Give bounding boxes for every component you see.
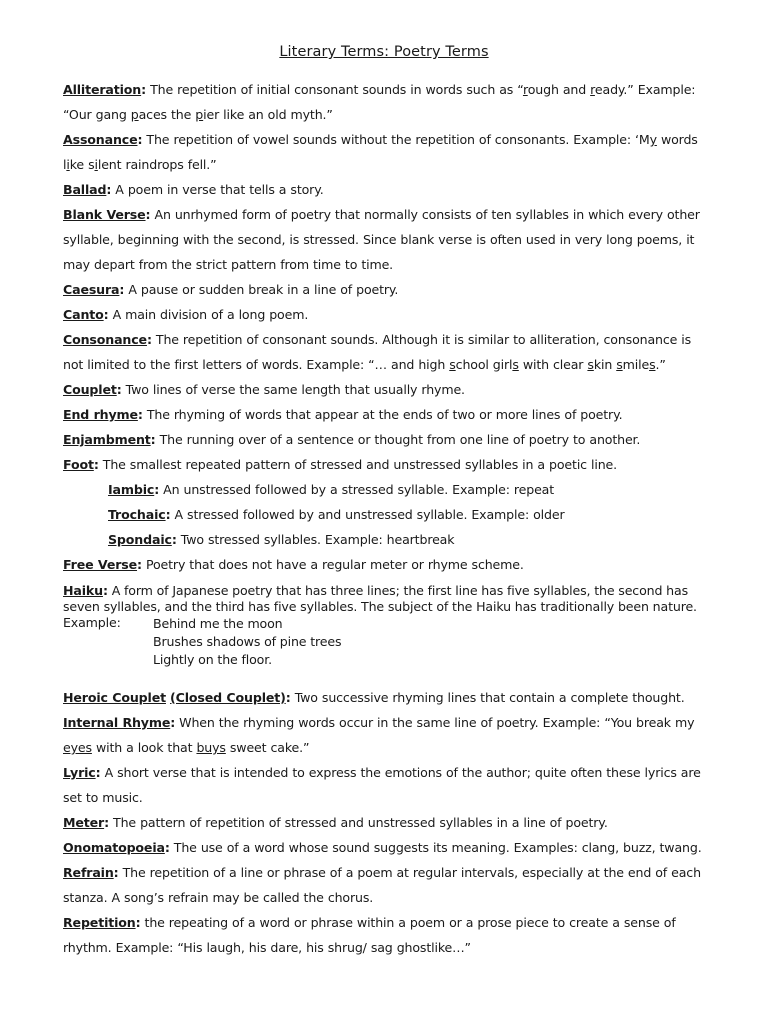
term: Lyric — [63, 765, 96, 780]
entry-end-rhyme: End rhyme: The rhyming of words that appear at the ends of two or more lines of poetry. — [63, 407, 623, 422]
term: Assonance — [63, 132, 138, 147]
term: Couplet — [63, 382, 117, 397]
haiku-line: Brushes shadows of pine trees — [153, 634, 342, 649]
glossary — [63, 77, 713, 960]
term: Alliteration — [63, 82, 142, 97]
entry-onomatopoeia: Onomatopoeia: The use of a word whose sound suggests its meaning. Examples: clang, buzz, twang. — [63, 840, 702, 855]
haiku-line: Behind me the moon — [153, 616, 283, 631]
entry-trochaic: Trochaic: A stressed followed by and unstressed syllable. Example: older — [108, 507, 565, 522]
term: Meter — [63, 815, 105, 830]
term: Free Verse — [63, 557, 138, 572]
haiku-example — [63, 615, 713, 665]
entry-enjambment: Enjambment: The running over of a sentence or thought from one line of poetry to another. — [63, 432, 641, 447]
haiku-lines — [153, 615, 341, 669]
entry-repetition: Repetition: the repeating of a word or phrase within a poem or a prose piece to create a sense of rhythm. Example: “His laugh, his dare, his shrug/ sag ghostlike…” — [63, 915, 676, 955]
term: Spondaic — [108, 532, 172, 547]
page-title: Literary Terms: Poetry Terms — [279, 44, 489, 60]
term: Refrain — [63, 865, 114, 880]
entry-internal-rhyme: Internal Rhyme: When the rhyming words occur in the same line of poetry. Example: “You break my eyes with a look that buys sweet cake.” — [63, 715, 695, 755]
term: End rhyme — [63, 407, 138, 422]
term: Foot — [63, 457, 94, 472]
entry-free-verse: Free Verse: Poetry that does not have a regular meter or rhyme scheme. — [63, 557, 524, 572]
entry-consonance: Consonance: The repetition of consonant sounds. Although it is similar to alliteration, consonance is not limited to the first letters of words. Example: “… and high school girls with clear skin smiles.” — [63, 332, 692, 372]
term: Internal Rhyme — [63, 715, 171, 730]
entry-canto: Canto: A main division of a long poem. — [63, 307, 309, 322]
entry-iambic: Iambic: An unstressed followed by a stressed syllable. Example: repeat — [108, 482, 555, 497]
haiku-line: Lightly on the floor. — [153, 652, 272, 667]
term: Onomatopoeia — [63, 840, 165, 855]
example-label: Example: — [63, 615, 121, 630]
term: Trochaic — [108, 507, 166, 522]
entry-blank-verse: Blank Verse: An unrhymed form of poetry that normally consists of ten syllables in which every other syllable, beginning with the second, is stressed. Since blank verse is often used in very long poems, it may depart from the strict pattern from time to time. — [63, 207, 700, 272]
term: Heroic Couplet — [63, 690, 166, 705]
entry-haiku: Haiku: A form of Japanese poetry that has three lines; the first line has five syllables, the second has seven syllables, and the third has five syllables. The subject of the Haiku has traditionally been nature. Example: Behind me the moon Brushes shadows of pine trees Lightly on the floor. — [63, 583, 713, 665]
entry-lyric: Lyric: A short verse that is intended to express the emotions of the author; quite often these lyrics are set to music. — [63, 765, 701, 805]
entry-spondaic: Spondaic: Two stressed syllables. Example: heartbreak — [108, 532, 455, 547]
entry-meter: Meter: The pattern of repetition of stressed and unstressed syllables in a line of poetry. — [63, 815, 608, 830]
entry-foot: Foot: The smallest repeated pattern of stressed and unstressed syllables in a poetic line. — [63, 457, 617, 472]
term: Enjambment — [63, 432, 151, 447]
term: Consonance — [63, 332, 147, 347]
entry-couplet: Couplet: Two lines of verse the same length that usually rhyme. — [63, 382, 465, 397]
term: Caesura — [63, 282, 120, 297]
term: Repetition — [63, 915, 136, 930]
entry-caesura: Caesura: A pause or sudden break in a line of poetry. — [63, 282, 399, 297]
term-alt: (Closed Couplet) — [170, 690, 286, 705]
term: Ballad — [63, 182, 107, 197]
entry-alliteration: Alliteration: The repetition of initial consonant sounds in words such as “rough and ready.” Example: “Our gang paces the pier like an old myth.” — [63, 82, 696, 122]
term: Blank Verse — [63, 207, 146, 222]
entry-heroic-couplet: Heroic Couplet (Closed Couplet): Two successive rhyming lines that contain a complete thought. — [63, 690, 685, 705]
entry-refrain: Refrain: The repetition of a line or phrase of a poem at regular intervals, especially at the end of each stanza. A song’s refrain may be called the chorus. — [63, 865, 701, 905]
term: Iambic — [108, 482, 155, 497]
term: Canto — [63, 307, 104, 322]
entry-ballad: Ballad: A poem in verse that tells a story. — [63, 182, 324, 197]
entry-assonance: Assonance: The repetition of vowel sounds without the repetition of consonants. Example: ‘My words like silent raindrops fell.” — [63, 132, 698, 172]
term: Haiku — [63, 583, 103, 598]
